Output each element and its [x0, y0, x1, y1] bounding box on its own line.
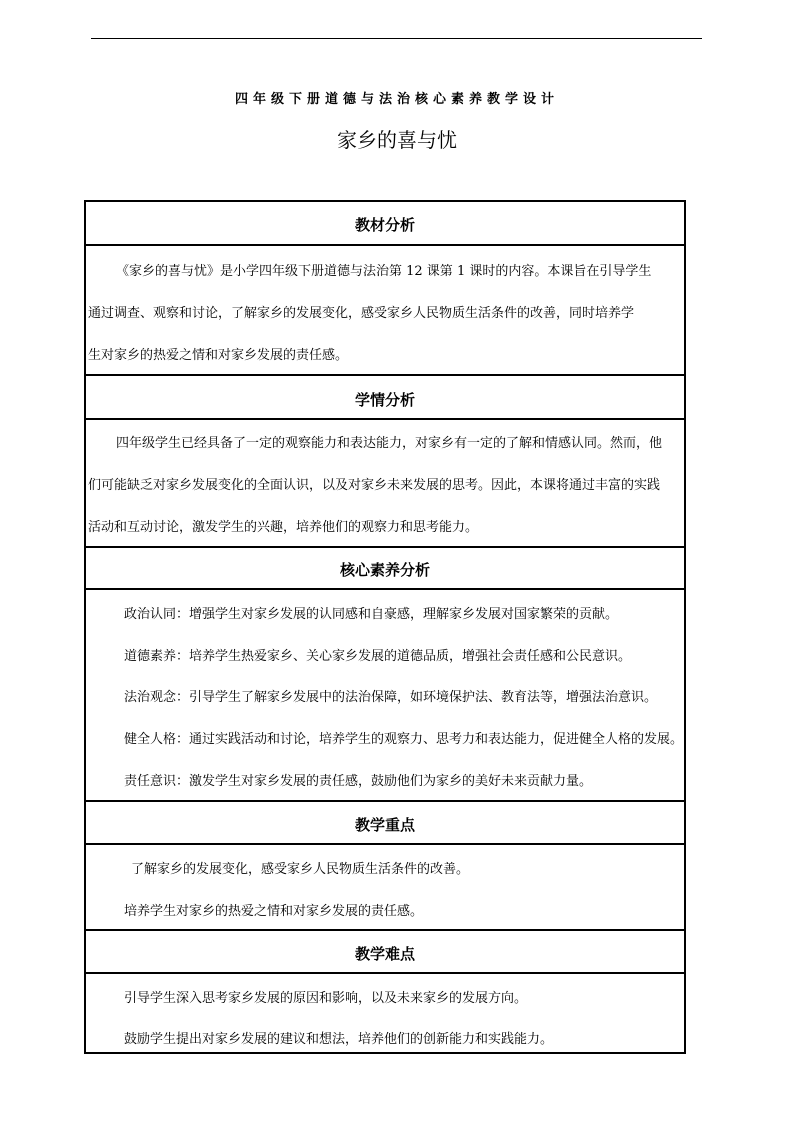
section-heading-difficulties: 教学难点 — [354, 945, 415, 963]
divider — [84, 588, 686, 590]
divider — [84, 929, 686, 931]
divider — [84, 972, 686, 974]
text-line: 四年级学生已经具备了一定的观察能力和表达能力，对家乡有一定的了解和情感认同。然而，他 — [116, 436, 663, 451]
competency-moral-quality: 道德素养：培养学生热爱家乡、关心家乡发展的道德品质，增强社会责任感和公民意识。 — [124, 649, 632, 664]
divider — [84, 546, 686, 548]
competency-responsibility: 责任意识：激发学生对家乡发展的责任感，鼓励他们为家乡的美好未来贡献力量。 — [124, 774, 593, 789]
divider — [84, 800, 686, 802]
difficulty-item: 鼓励学生提出对家乡发展的建议和想法，培养他们的创新能力和实践能力。 — [124, 1032, 554, 1047]
document-subtitle: 家乡的喜与忧 — [337, 128, 457, 152]
text-line: 生对家乡的热爱之情和对家乡发展的责任感。 — [88, 348, 349, 363]
divider — [84, 418, 686, 420]
difficulty-item: 引导学生深入思考家乡发展的原因和影响，以及未来家乡的发展方向。 — [124, 991, 528, 1006]
divider — [84, 244, 686, 246]
document-title: 四年级下册道德与法治核心素养教学设计 — [234, 92, 559, 107]
text-line: 《家乡的喜与忧》是小学四年级下册道德与法治第 12 课第 1 课时的内容。本课旨在引导学生 — [116, 264, 652, 279]
divider — [84, 843, 686, 845]
section-heading-key-points: 教学重点 — [354, 816, 415, 834]
key-point-item: 培养学生对家乡的热爱之情和对家乡发展的责任感。 — [124, 904, 424, 919]
divider — [84, 374, 686, 376]
textbook-analysis-text — [88, 260, 684, 370]
text-line: 们可能缺乏对家乡发展变化的全面认识，以及对家乡未来发展的思考。因此，本课将通过丰富的实践 — [88, 478, 661, 493]
header-rule — [91, 38, 702, 39]
text-line: 活动和互动讨论，激发学生的兴趣，培养他们的观察力和思考能力。 — [88, 520, 479, 535]
section-heading-core-competency: 核心素养分析 — [339, 561, 430, 579]
key-point-item: 了解家乡的发展变化，感受家乡人民物质生活条件的改善。 — [131, 862, 470, 877]
student-analysis-text — [88, 432, 684, 542]
text-line: 通过调查、观察和讨论，了解家乡的发展变化，感受家乡人民物质生活条件的改善，同时培养学 — [88, 306, 635, 321]
competency-rule-of-law: 法治观念：引导学生了解家乡发展中的法治保障，如环境保护法、教育法等，增强法治意识。 — [124, 690, 658, 705]
competency-personality: 健全人格：通过实践活动和讨论，培养学生的观察力、思考力和表达能力，促进健全人格的发展。 — [124, 732, 684, 747]
competency-political-identity: 政治认同：增强学生对家乡发展的认同感和自豪感，理解家乡发展对国家繁荣的贡献。 — [124, 607, 619, 622]
section-heading-textbook-analysis: 教材分析 — [354, 216, 415, 234]
section-heading-student-analysis: 学情分析 — [354, 391, 415, 409]
